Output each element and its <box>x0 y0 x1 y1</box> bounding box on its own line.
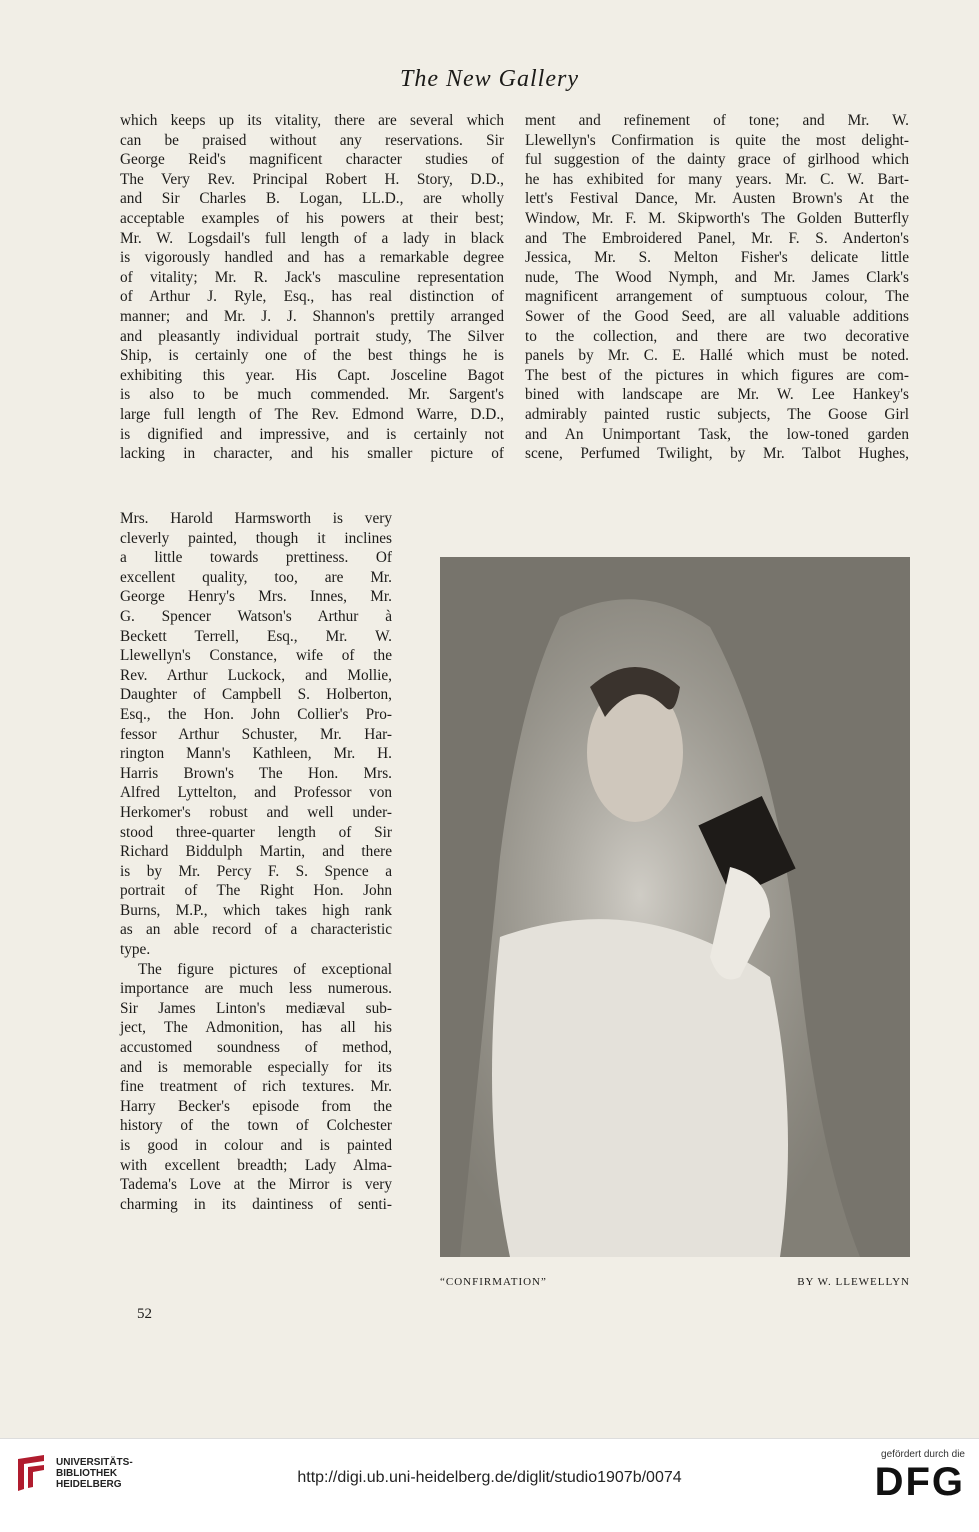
text-line: is dignified and impressive, and is certainly not <box>120 425 504 443</box>
text-line: Sower of the Good Seed, are all valuable additions <box>525 307 909 325</box>
right-column <box>525 111 909 464</box>
caption-artist: BY W. LLEWELLYN <box>797 1276 910 1288</box>
funder-logo[interactable] <box>875 1449 965 1504</box>
text-line: he has exhibited for many years. Mr. C. W. Bart- <box>525 170 909 188</box>
text-line: and An Unimportant Task, the low-toned garden <box>525 425 909 443</box>
text-line: stood three-quarter length of Sir <box>120 823 392 841</box>
text-line: and pleasantly individual portrait study, The Silver <box>120 327 504 345</box>
text-line: George Reid's magnificent character studies of <box>120 151 504 169</box>
source-url-link[interactable]: http://digi.ub.uni-heidelberg.de/diglit/studio1907b/0074 <box>297 1469 682 1486</box>
text-line: panels by Mr. C. E. Hallé which must be noted. <box>525 347 909 365</box>
text-line: charming in its daintiness of senti- <box>120 1195 392 1213</box>
text-line: to the collection, and there are two decorative <box>525 327 909 345</box>
text-line: Sir James Linton's mediæval sub- <box>120 999 392 1017</box>
text-line: nude, The Wood Nymph, and Mr. James Clark's <box>525 268 909 286</box>
text-line: is good in colour and is painted <box>120 1137 392 1154</box>
text-line: and is memorable especially for its <box>120 1058 392 1076</box>
text-line: Burns, M.P., which takes high rank <box>120 901 392 919</box>
text-line: portrait of The Right Hon. John <box>120 882 392 900</box>
text-line: Llewellyn's Confirmation is quite the most delight- <box>525 131 909 149</box>
text-line: scene, Perfumed Twilight, by Mr. Talbot Hughes, <box>525 445 909 463</box>
text-line: magnificent arrangement of sumptuous colour, The <box>525 288 909 306</box>
library-name-line1: UNIVERSITÄTS- <box>56 1456 133 1468</box>
text-line: The best of the pictures in which figures are com- <box>525 366 909 384</box>
library-name-line3: HEIDELBERG <box>56 1478 122 1490</box>
text-line: G. Spencer Watson's Arthur à <box>120 607 392 625</box>
dfg-logo: DFG <box>874 1460 965 1504</box>
caption-title: “CONFIRMATION” <box>440 1276 547 1288</box>
text-line: which keeps up its vitality, there are several which <box>120 112 504 129</box>
text-line: lacking in character, and his smaller picture of <box>120 445 504 463</box>
confirmation-painting <box>440 557 910 1257</box>
text-line: Llewellyn's Constance, wife of the <box>120 647 392 665</box>
text-line: Herkomer's robust and well under- <box>120 803 392 821</box>
text-line: of Arthur J. Ryle, Esq., has real distinction of <box>120 288 504 306</box>
text-line: Harry Becker's episode from the <box>120 1097 392 1115</box>
text-line: Ship, is certainly one of the best things he is <box>120 347 504 365</box>
text-line: fine treatment of rich textures. Mr. <box>120 1078 392 1096</box>
text-line: can be praised without any reservations. Sir <box>120 131 504 149</box>
text-line: is also to be much commended. Mr. Sargent's <box>120 386 504 404</box>
text-line: Richard Biddulph Martin, and there <box>120 843 392 861</box>
funder-note: gefördert durch die <box>881 1449 965 1460</box>
text-line: Window, Mr. F. M. Skipworth's The Golden Butterfly <box>525 209 909 227</box>
painting-illustration <box>440 557 910 1257</box>
text-line: Harris Brown's The Hon. Mrs. <box>120 764 392 782</box>
text-line: admirably painted rustic subjects, The Goose Girl <box>525 405 909 423</box>
digitization-footer <box>0 1438 979 1532</box>
text-line: George Henry's Mrs. Innes, Mr. <box>120 588 392 606</box>
text-line: Tadema's Love at the Mirror is very <box>120 1176 392 1194</box>
left-column-top <box>120 111 504 464</box>
text-line: large full length of The Rev. Edmond Warre, D.D., <box>120 405 504 423</box>
left-column-narrow <box>120 509 392 1214</box>
text-line: as an able record of a characteristic <box>120 921 392 939</box>
page-header-title: The New Gallery <box>400 66 579 92</box>
text-line: The figure pictures of exceptional <box>138 960 392 978</box>
text-line: lett's Festival Dance, Mr. Austen Brown's At the <box>525 190 909 208</box>
text-line: excellent quality, too, are Mr. <box>120 568 392 586</box>
text-line: of vitality; Mr. R. Jack's masculine representation <box>120 268 504 286</box>
text-line: is by Mr. Percy F. S. Spence a <box>120 862 392 880</box>
text-line: accustomed soundness of method, <box>120 1039 392 1057</box>
text-line: type. <box>120 941 151 959</box>
text-line: and The Embroidered Panel, Mr. F. S. Anderton's <box>525 229 909 247</box>
text-line: The Very Rev. Principal Robert H. Story, D.D., <box>120 170 504 188</box>
page-number: 52 <box>137 1306 152 1322</box>
text-line: Beckett Terrell, Esq., Mr. W. <box>120 627 392 645</box>
text-line: Mr. W. Logsdail's full length of a lady in black <box>120 229 504 247</box>
text-line: with excellent breadth; Lady Alma- <box>120 1156 392 1174</box>
text-line: Esq., the Hon. John Collier's Pro- <box>120 705 392 723</box>
text-line: Jessica, Mr. S. Melton Fisher's delicate little <box>525 249 909 267</box>
text-line: exhibiting this year. His Capt. Josceline Bagot <box>120 366 504 384</box>
illustration-caption <box>440 1276 910 1288</box>
text-line: acceptable examples of his powers at their best; <box>120 209 504 227</box>
text-line: Daughter of Campbell S. Holberton, <box>120 686 392 704</box>
text-line: a little towards prettiness. Of <box>120 549 392 567</box>
text-line: cleverly painted, though it inclines <box>120 529 392 547</box>
text-line: rington Mann's Kathleen, Mr. H. <box>120 745 392 763</box>
text-line: Alfred Lyttelton, and Professor von <box>120 784 392 802</box>
library-name-line2: BIBLIOTHEK <box>56 1467 118 1479</box>
text-line: fessor Arthur Schuster, Mr. Har- <box>120 725 392 743</box>
text-line: and Sir Charles B. Logan, LL.D., are wholly <box>120 190 504 208</box>
text-line: history of the town of Colchester <box>120 1117 392 1135</box>
text-line: ful suggestion of the dainty grace of girlhood which <box>525 151 909 169</box>
text-line: ject, The Admonition, has all his <box>120 1019 392 1037</box>
text-line: importance are much less numerous. <box>120 980 392 998</box>
dress-shape <box>492 919 788 1257</box>
text-line: Mrs. Harold Harmsworth is very <box>120 510 392 527</box>
text-line: ment and refinement of tone; and Mr. W. <box>525 112 909 129</box>
text-line: Rev. Arthur Luckock, and Mollie, <box>120 666 392 684</box>
text-line: is vigorously handled and has a remarkable degree <box>120 249 504 267</box>
text-line: manner; and Mr. J. J. Shannon's prettily arranged <box>120 307 504 325</box>
text-line: bined with landscape are Mr. W. Lee Hankey's <box>525 386 909 404</box>
